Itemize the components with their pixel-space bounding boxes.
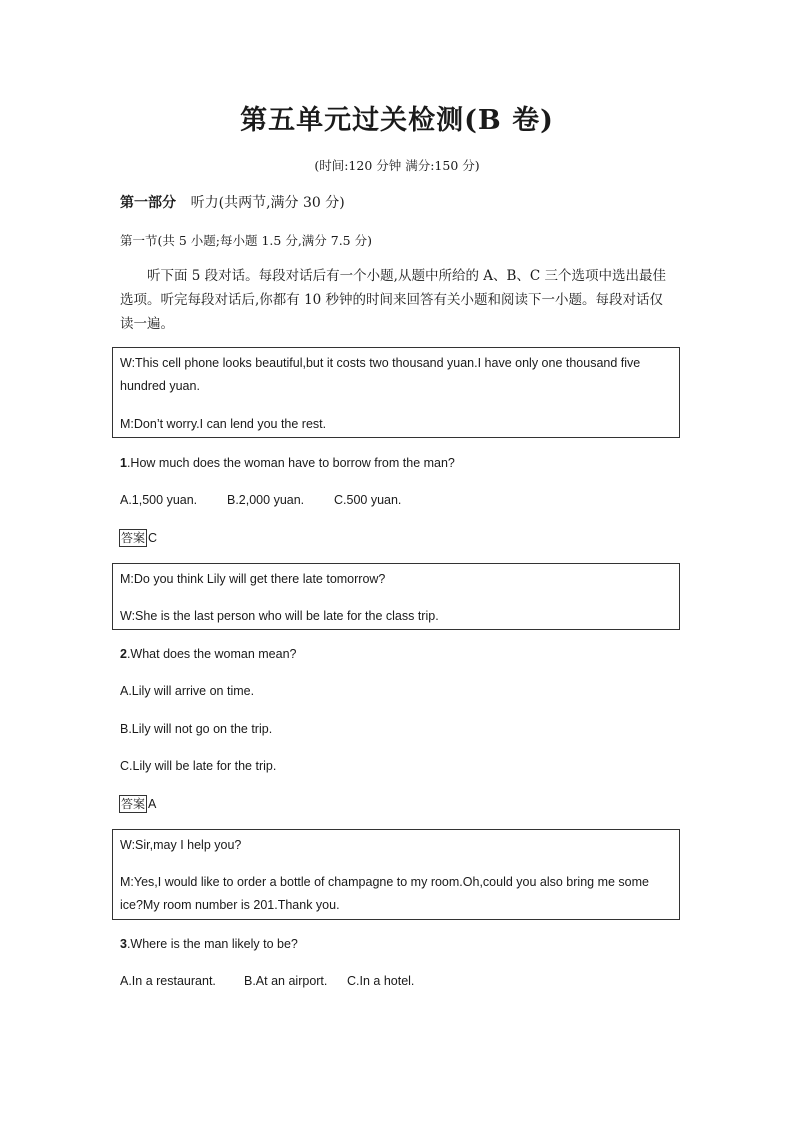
- option-c: C.500 yuan.: [334, 493, 402, 507]
- question-text: .Where is the man likely to be?: [126, 937, 298, 951]
- listening-instructions: 听下面 5 段对话。每段对话后有一个小题,从题中所给的 A、B、C 三个选项中选出最佳选项。听完每段对话后,你都有 10 秒钟的时间来回答有关小题和阅读下一小题。每段对话仅读一遍。: [120, 268, 667, 332]
- answer-label: 答案: [121, 531, 146, 545]
- dialog-line: M:Don’t worry.I can lend you the rest.: [120, 417, 327, 431]
- dialog-box-2: [112, 563, 680, 630]
- option-b: B.2,000 yuan.: [227, 493, 305, 507]
- question-text: .How much does the woman have to borrow from the man?: [126, 456, 455, 470]
- part-one-heading: [120, 192, 345, 212]
- answer-label: 答案: [121, 797, 146, 811]
- dialog-box-3: [112, 829, 680, 920]
- dialog-box-1: [112, 347, 680, 438]
- section-one-heading: 第一节(共 5 小题;每小题 1.5 分,满分 7.5 分): [120, 233, 372, 248]
- question-3: [120, 937, 298, 951]
- exam-time-info: (时间:120 分钟 满分:150 分): [314, 158, 480, 173]
- question-1-options: [120, 493, 401, 507]
- dialog-line: W:This cell phone looks beautiful,but it costs two thousand yuan.I have only one thousand five hundred yuan.: [120, 356, 641, 393]
- question-number: 1: [120, 456, 127, 470]
- question-number: 2: [120, 647, 127, 661]
- question-2-option-c: C.Lily will be late for the trip.: [120, 759, 277, 773]
- question-number: 3: [120, 937, 127, 951]
- dialog-line: M:Yes,I would like to order a bottle of champagne to my room.Oh,could you also bring me some ice?My room number is 201.Thank you.: [120, 875, 649, 912]
- question-2: [120, 647, 297, 661]
- page-title: 第五单元过关检测(B 卷): [240, 105, 554, 136]
- answer-1: [119, 529, 157, 547]
- dialog-line: M:Do you think Lily will get there late tomorrow?: [120, 572, 386, 586]
- option-b: B.At an airport.: [244, 974, 328, 988]
- question-2-option-a: A.Lily will arrive on time.: [120, 684, 255, 698]
- question-1: [120, 456, 455, 470]
- part-one-description: 听力(共两节,满分 30 分): [190, 195, 345, 211]
- option-a: A.1,500 yuan.: [120, 493, 198, 507]
- question-3-options: [120, 974, 414, 988]
- answer-2: [119, 795, 156, 813]
- dialog-line: W:She is the last person who will be late for the class trip.: [120, 609, 439, 623]
- option-a: A.In a restaurant.: [120, 974, 216, 988]
- dialog-line: W:Sir,may I help you?: [120, 838, 242, 852]
- answer-value: C: [148, 531, 158, 545]
- question-text: .What does the woman mean?: [126, 647, 297, 661]
- answer-value: A: [148, 797, 157, 811]
- question-2-option-b: B.Lily will not go on the trip.: [120, 722, 273, 736]
- option-c: C.In a hotel.: [347, 974, 415, 988]
- part-one-label: 第一部分: [120, 195, 176, 211]
